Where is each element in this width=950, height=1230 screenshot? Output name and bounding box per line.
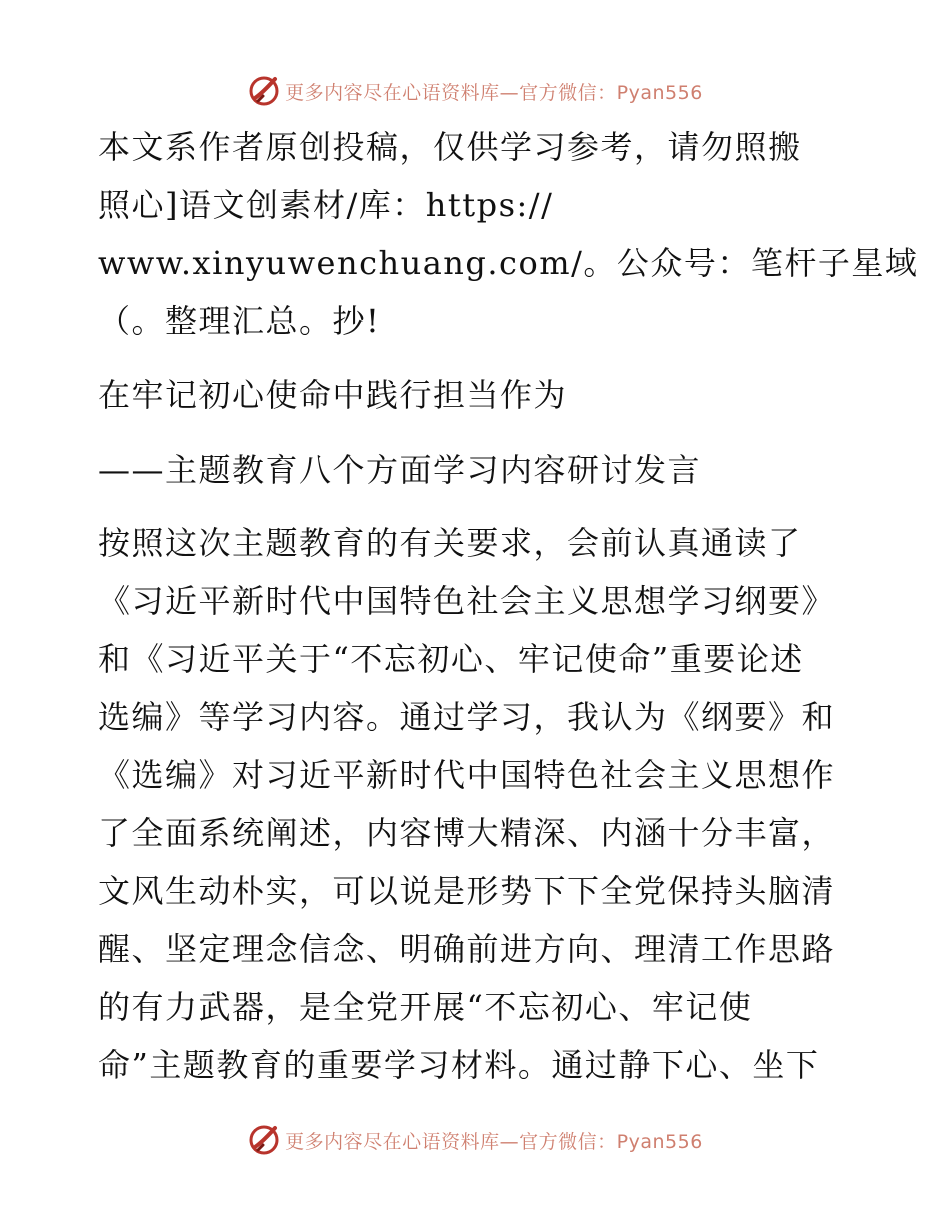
document-subtitle: ——主题教育八个方面学习内容研讨发言 [98,451,702,489]
body-line-1: 按照这次主题教育的有关要求，会前认真通读了 [98,524,802,562]
body-line-8: 醒、坚定理念信念、明确前进方向、理清工作思路 [98,930,836,968]
body-line-4: 选编》等学习内容。通过学习，我认为《纲要》和 [98,698,836,736]
body-line-2: 《习近平新时代中国特色社会主义思想学习纲要》 [98,582,836,620]
intro-line-1: 本文系作者原创投稿，仅供学习参考，请勿照搬 [98,128,802,166]
intro-line-2: 照心]语文创素材/库：https:// [98,186,554,224]
brush-logo-icon [247,1123,281,1157]
intro-line-4: （。整理汇总。抄! [98,302,381,340]
watermark-text: 更多内容尽在心语资料库—官方微信：Pyan556 [285,81,703,104]
body-line-6: 了全面系统阐述，内容博大精深、内涵十分丰富， [98,814,836,852]
brush-logo-icon [247,74,281,108]
intro-line-3: www.xinyuwenchuang.com/。公众号：笔杆子星域 [98,244,919,282]
body-line-10: 命”主题教育的重要学习材料。通过静下心、坐下 [98,1046,820,1084]
document-title: 在牢记初心使命中践行担当作为 [98,376,568,414]
footer-watermark-banner [0,1120,950,1160]
body-line-3: 和《习近平关于“不忘初心、牢记使命”重要论述 [98,640,804,678]
body-line-7: 文风生动朴实，可以说是形势下下全党保持头脑清 [98,872,836,910]
watermark-text: 更多内容尽在心语资料库—官方微信：Pyan556 [285,1130,703,1153]
body-line-9: 的有力武器，是全党开展“不忘初心、牢记使 [98,988,753,1026]
header-watermark-banner [0,71,950,111]
body-line-5: 《选编》对习近平新时代中国特色社会主义思想作 [98,756,836,794]
